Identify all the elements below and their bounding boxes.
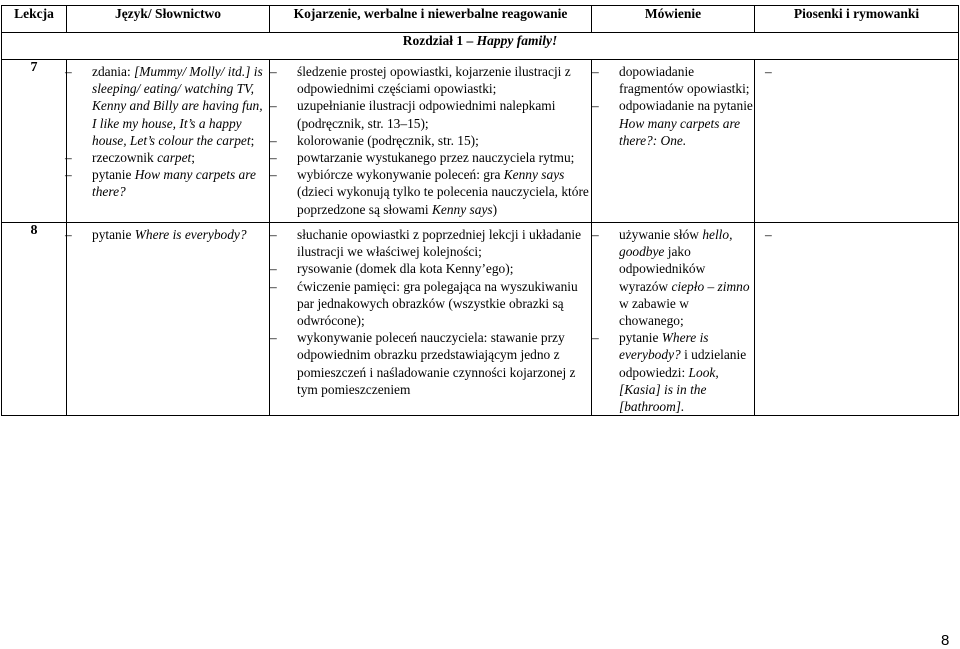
lesson-row-7	[2, 60, 959, 223]
empty-dash: –	[765, 64, 772, 79]
speaking-cell	[592, 60, 755, 223]
list-item: – odpowiadanie na pytanie How many carpets are there?: One.	[592, 98, 753, 148]
lesson-number: 7	[2, 60, 67, 223]
header-piosenki: Piosenki i rymowanki	[755, 6, 959, 33]
chapter-row	[2, 33, 959, 60]
list-item: – rysowanie (domek dla kota Kenny’ego);	[270, 261, 514, 277]
lesson-number: 8	[2, 223, 67, 416]
speaking-cell	[592, 223, 755, 416]
list-item: – ćwiczenie pamięci: gra polegająca na wyszukiwaniu par jednakowych obrazków (wszystkie obrazki są odwrócone);	[270, 278, 578, 329]
list-item: – zdania: [Mummy/ Molly/ itd.] is sleeping/ eating/ watching TV, Kenny and Billy are having fun, I like my house, It’s a happy house, Let’s colour the carpet;	[65, 64, 263, 148]
songs-cell	[755, 223, 959, 416]
page-number: 8	[941, 632, 950, 649]
list-item: – śledzenie prostej opowiastki, kojarzenie ilustracji z odpowiednimi częściami opowiastki;	[270, 64, 571, 97]
list-item: – wykonywanie poleceń nauczyciela: stawanie przy odpowiednim obrazku przedstawiającym jedno z pomieszczeń i naśladowanie czynności kojarzonej z tym pomieszczeniem	[270, 330, 576, 397]
chapter-dash: –	[466, 33, 474, 48]
list-item: – pytanie Where is everybody? i udzielanie odpowiedzi: Look, [Kasia] is in the [bathroom].	[592, 330, 747, 415]
empty-dash: –	[765, 227, 772, 242]
header-jezyk: Język/ Słownictwo	[67, 6, 270, 33]
lesson-row-8	[2, 223, 959, 416]
list-item: – uzupełnianie ilustracji odpowiednimi nalepkami (podręcznik, str. 13–15);	[270, 98, 556, 131]
songs-cell	[755, 60, 959, 223]
header-mowienie: Mówienie	[592, 6, 755, 33]
list-item: – słuchanie opowiastki z poprzedniej lekcji i układanie ilustracji we właściwej kolejności;	[270, 227, 582, 260]
list-item: – powtarzanie wystukanego przez nauczyciela rytmu;	[270, 150, 575, 166]
list-item: – dopowiadanie fragmentów opowiastki;	[592, 64, 750, 97]
list-item: – pytanie How many carpets are there?	[65, 167, 256, 200]
header-kojarzenie: Kojarzenie, werbalne i niewerbalne reagowanie	[270, 6, 592, 33]
list-item: – rzeczownik carpet;	[65, 150, 196, 166]
chapter-name: Happy family!	[476, 33, 558, 48]
list-item: – kolorowanie (podręcznik, str. 15);	[270, 132, 479, 148]
vocabulary-cell	[67, 223, 270, 416]
chapter-title	[2, 33, 959, 60]
list-item: – wybiórcze wykonywanie poleceń: gra Kenny says (dzieci wykonują tylko te polecenia nauczyciela, które poprzedzone są słowami Kenny says)	[270, 167, 589, 217]
vocabulary-cell	[67, 60, 270, 223]
lesson-plan-table	[1, 5, 959, 416]
association-cell	[270, 223, 592, 416]
association-cell	[270, 60, 592, 223]
list-item: – używanie słów hello, goodbye jako odpowiedników wyrazów ciepło – zimno w zabawie w chowanego;	[592, 227, 750, 329]
list-item: – pytanie Where is everybody?	[65, 227, 247, 242]
chapter-prefix: Rozdział 1	[402, 33, 464, 48]
header-lekcja: Lekcja	[2, 6, 67, 33]
header-row	[2, 6, 959, 33]
